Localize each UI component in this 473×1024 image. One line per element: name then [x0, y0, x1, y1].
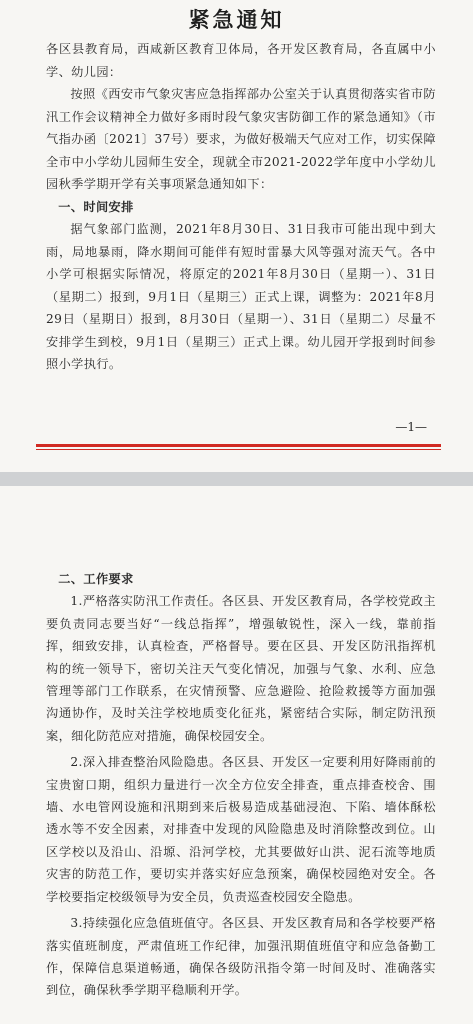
document-page-2 — [0, 486, 473, 1024]
page-number: —1— — [395, 420, 427, 434]
red-divider — [36, 444, 441, 450]
requirement-item-1: 1.严格落实防汛工作责任。各区县、开发区教育局，各学校党政主要负责同志要当好“一线总指挥”，增强敏锐性，深入一线，靠前指挥，细致安排，认真检查，严格督导。要在区县、开发区防汛指挥机构的统一领导下，密切关注天气变化情况，加强与气象、水利、应急管理等部门工作联系，在灾情预警、应急避险、抢险救援等方面加强沟通协作，及时关注学校地质变化征兆，紧密结合实际，制定防汛预案，细化防范应对措施，确保校园安全。 — [46, 594, 436, 743]
section2-heading: 二、工作要求 — [58, 572, 134, 586]
page2-body — [46, 568, 436, 1002]
requirement-item-3: 3.持续强化应急值班值守。各区县、开发区教育局和各学校要严格落实值班制度，严肃值班工作纪律，加强汛期值班值守和应急备勤工作，保障信息渠道畅通，确保各级防汛指令第一时间及时、准确落实到位，确保秋季学期平稳顺利开学。 — [46, 916, 436, 998]
page1-body — [46, 38, 436, 376]
section1-heading: 一、时间安排 — [58, 199, 134, 214]
intro-paragraph: 按照《西安市气象灾害应急指挥部办公室关于认真贯彻落实省市防汛工作会议精神全力做好多雨时段气象灾害防御工作的紧急通知》（市气指办函〔2021〕37号）要求，为做好极端天气应对工作，切实保障全市中小学幼儿园师生安全，现就全市2021-2022学年度中小学幼儿园秋季学期开学有关事项紧急通知如下： — [46, 87, 436, 191]
document-page-1 — [0, 0, 473, 472]
section1-paragraph: 据气象部门监测，2021年8月30日、31日我市可能出现中到大雨，局地暴雨，降水期间可能伴有短时雷暴大风等强对流天气。各中小学可根据实际情况，将原定的2021年8月30日（星期一）、31日（星期二）报到，9月1日（星期三）正式上课，调整为：2021年8月29日（星期日）报到，8月30日（星期一）、31日（星期二）尽量不安排学生到校，9月1日（星期三）正式上课。幼儿园开学报到时间参照小学执行。 — [46, 222, 436, 371]
recipients: 各区县教育局，西咸新区教育卫体局，各开发区教育局，各直属中小学、幼儿园： — [46, 42, 436, 79]
page-title: 紧急通知 — [188, 7, 285, 32]
requirement-item-2: 2.深入排查整治风险隐患。各区县、开发区一定要利用好降雨前的宝贵窗口期，组织力量进行一次全方位安全排查，重点排查校舍、围墙、水电管网设施和汛期到来后极易造成基础浸泡、下陷、墙体酥松透水等不安全因素，对排查中发现的风险隐患及时消除整改到位。山区学校以及沿山、沿塬、沿河学校，尤其要做好山洪、泥石流等地质灾害的防范工作，要切实并落实好应急预案，确保校园绝对安全。各学校要指定校级领导为安全员，负责巡查校园安全隐患。 — [46, 755, 436, 904]
